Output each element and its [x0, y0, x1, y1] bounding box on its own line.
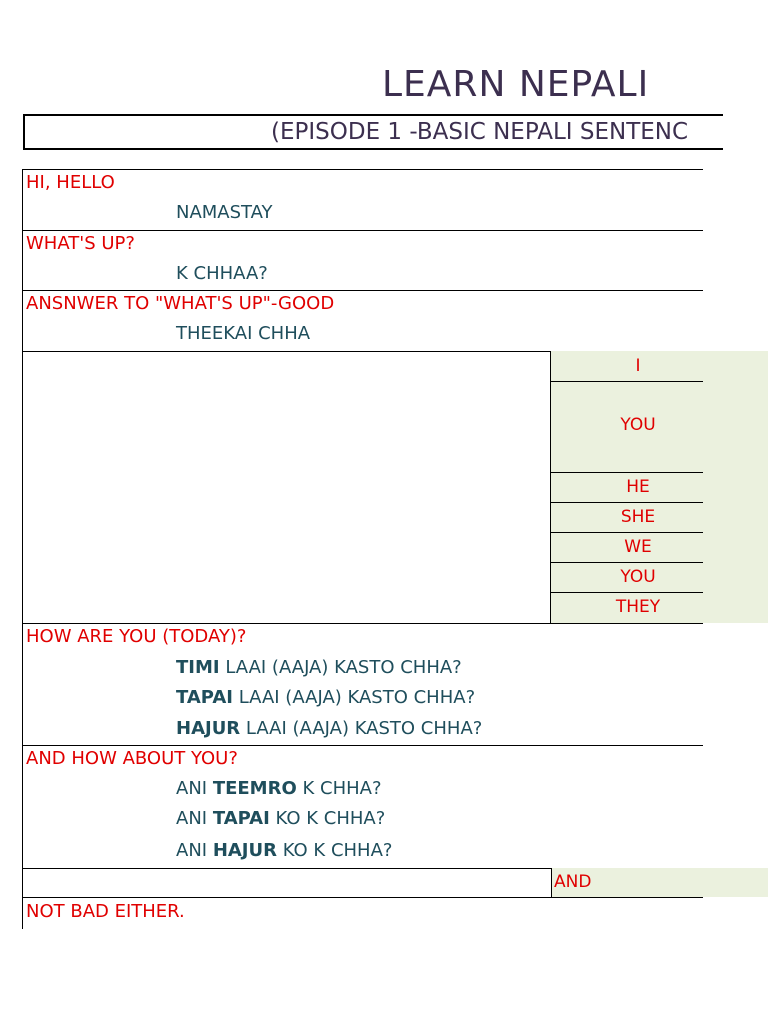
- and-shaded-area: [703, 868, 768, 897]
- answer-nepali: THEEKAI CHHA: [176, 323, 311, 344]
- page-title: LEARN NEPALI: [382, 64, 650, 105]
- bold-pronoun: TAPAI: [212, 808, 270, 829]
- subtitle-box: [23, 114, 723, 150]
- not-bad-english: NOT BAD EITHER.: [26, 901, 185, 922]
- hello-nepali: NAMASTAY: [176, 202, 273, 223]
- and-cell: AND: [551, 868, 703, 897]
- and-you-nepali: ANI TAPAI KO K CHHA?: [176, 808, 386, 829]
- and-you-nepali: ANI HAJUR KO K CHHA?: [176, 840, 393, 861]
- whatsup-english: WHAT'S UP?: [26, 233, 135, 254]
- how-are-you-nepali: [176, 656, 462, 680]
- row-divider: [22, 745, 703, 746]
- row-divider: [22, 230, 703, 231]
- bold-pronoun: HAJUR: [176, 718, 241, 739]
- pronoun-cell: WE: [551, 533, 703, 563]
- answer-english: ANSNWER TO "WHAT'S UP"-GOOD: [26, 293, 335, 314]
- sentence-rest: LAAI (AAJA) KASTO CHHA?: [240, 718, 483, 739]
- pronoun-cell: SHE: [551, 503, 703, 533]
- pronoun-cell: I: [551, 351, 703, 382]
- bold-pronoun: HAJUR: [212, 840, 277, 861]
- pronoun-table: [551, 351, 703, 623]
- table-top-border: [22, 169, 703, 170]
- and-you-nepali: ANI TEEMRO K CHHA?: [176, 778, 382, 799]
- how-are-you-nepali: [176, 717, 482, 741]
- bold-pronoun: TAPAI: [176, 687, 233, 708]
- how-are-you-english: HOW ARE YOU (TODAY)?: [26, 626, 247, 647]
- pronoun-cell: YOU: [551, 563, 703, 593]
- whatsup-nepali: K CHHAA?: [176, 263, 268, 284]
- pronoun-shaded-area: [703, 351, 768, 623]
- row-divider: [22, 623, 703, 624]
- bold-pronoun: TEEMRO: [212, 778, 297, 799]
- sentence-rest: LAAI (AAJA) KASTO CHHA?: [219, 657, 462, 678]
- pronoun-cell: HE: [551, 473, 703, 503]
- pronoun-cell: YOU: [551, 382, 703, 473]
- pronoun-cell: THEY: [615, 597, 661, 617]
- row-divider: [22, 897, 703, 898]
- row-divider: [22, 290, 703, 291]
- hello-english: HI, HELLO: [26, 172, 115, 193]
- sentence-rest: LAAI (AAJA) KASTO CHHA?: [232, 687, 476, 708]
- bold-pronoun: TIMI: [176, 657, 220, 678]
- and-you-english: AND HOW ABOUT YOU?: [26, 748, 238, 769]
- episode-subtitle: (EPISODE 1 -BASIC NEPALI SENTENC: [271, 119, 689, 145]
- pronoun-blank-cell: [22, 351, 551, 623]
- how-are-you-nepali: [176, 686, 475, 710]
